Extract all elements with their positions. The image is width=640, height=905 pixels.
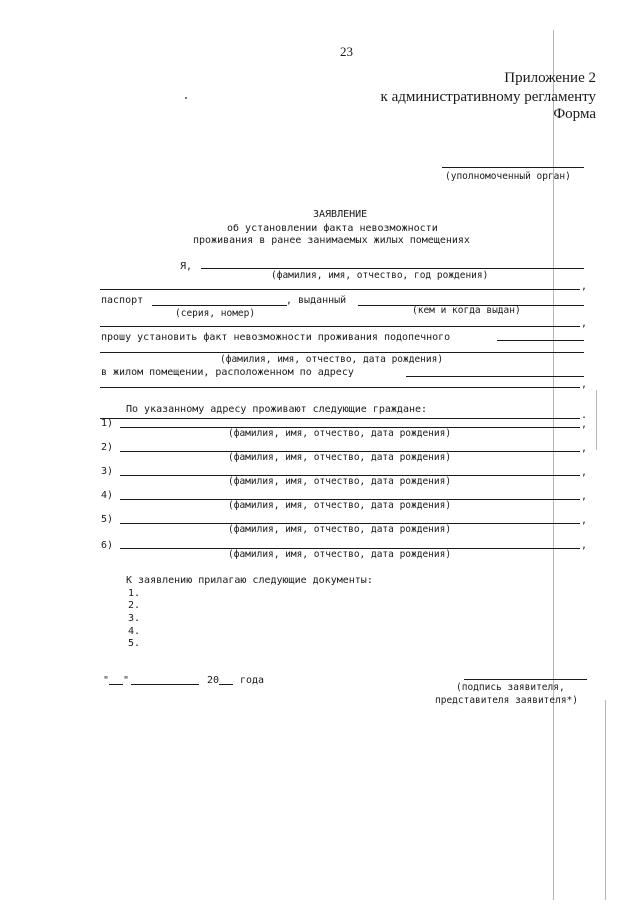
document-item: 4. [128,626,141,637]
document-title: ЗАЯВЛЕНИЕ [313,209,368,220]
line-comma: , [581,443,588,454]
line-comma: , [581,467,588,478]
line-comma: , [581,379,588,390]
applicant-name-caption: (фамилия, имя, отчество, год рождения) [271,270,489,281]
scan-edge-line [605,700,606,900]
resident-caption: (фамилия, имя, отчество, дата рождения) [228,524,452,535]
form-title: Форма [553,106,596,122]
line-comma: , [581,281,588,292]
date-month-line[interactable] [131,684,199,685]
regulation-title: к административному регламенту [380,89,596,105]
resident-caption: (фамилия, имя, отчество, дата рождения) [228,549,452,560]
authority-caption: (уполномоченный орган) [445,171,571,182]
document-item: 2. [128,600,141,611]
document-subtitle-2: проживания в ранее занимаемых жилых помещениях [193,235,470,246]
ward-name-line-2[interactable] [100,352,584,353]
date-open-quote: " [103,675,110,686]
line-comma: , [581,318,588,329]
line-comma: , [581,491,588,502]
resident-number: 4) [101,490,114,501]
resident-number: 1) [101,418,114,429]
document-subtitle: об установлении факта невозможности [227,223,438,234]
line-comma: , [581,540,588,551]
resident-caption: (фамилия, имя, отчество, дата рождения) [228,452,452,463]
scan-edge-line [553,30,554,900]
resident-number: 2) [101,442,114,453]
signature-caption: (подпись заявителя, [456,682,565,693]
documents-intro: К заявлению прилагаю следующие документы: [126,575,373,586]
date-day-line[interactable] [109,684,123,685]
line-dot: . [581,410,588,421]
date-year-suffix: года [240,675,265,686]
applicant-name-line[interactable] [201,268,584,269]
document-item: 5. [128,638,141,649]
resident-number: 6) [101,540,114,551]
ward-caption: (фамилия, имя, отчество, дата рождения) [220,354,444,365]
residents-intro: По указанному адресу проживают следующие граждане: [126,404,428,415]
date-close-quote: " [123,675,130,686]
passport-series-line[interactable] [152,305,287,306]
resident-caption: (фамилия, имя, отчество, дата рождения) [228,476,452,487]
document-item: 3. [128,613,141,624]
authority-line [442,167,584,168]
residence-label: в жилом помещении, расположенном по адресу [101,367,354,378]
applicant-name-line-2[interactable] [100,289,580,290]
issued-label: , выданный [286,295,347,306]
passport-series-caption: (серия, номер) [175,308,256,319]
resident-number: 5) [101,514,114,525]
scan-edge-line [596,390,597,450]
passport-label: паспорт [101,295,144,306]
resident-number: 3) [101,466,114,477]
passport-issued-caption: (кем и когда выдан) [412,305,521,316]
signature-caption-2: представителя заявителя*) [435,695,578,706]
scan-speck [185,97,187,99]
document-item: 1. [128,588,141,599]
applicant-label: Я, [180,261,193,272]
passport-line-2[interactable] [100,326,580,327]
date-year-prefix: 20 [207,675,220,686]
appendix-title: Приложение 2 [504,70,596,86]
residence-address-line[interactable] [406,376,584,377]
resident-caption: (фамилия, имя, отчество, дата рождения) [228,500,452,511]
line-comma: , [581,419,588,430]
line-comma: , [581,515,588,526]
residence-address-line-2[interactable] [100,387,580,388]
resident-caption: (фамилия, имя, отчество, дата рождения) [228,428,452,439]
residence-address-line-3[interactable] [100,418,580,419]
signature-line[interactable] [464,679,587,680]
request-label: прошу установить факт невозможности проживания подопечного [101,332,451,343]
date-year-line[interactable] [219,684,233,685]
ward-name-line[interactable] [497,340,584,341]
page-number: 23 [340,44,353,59]
